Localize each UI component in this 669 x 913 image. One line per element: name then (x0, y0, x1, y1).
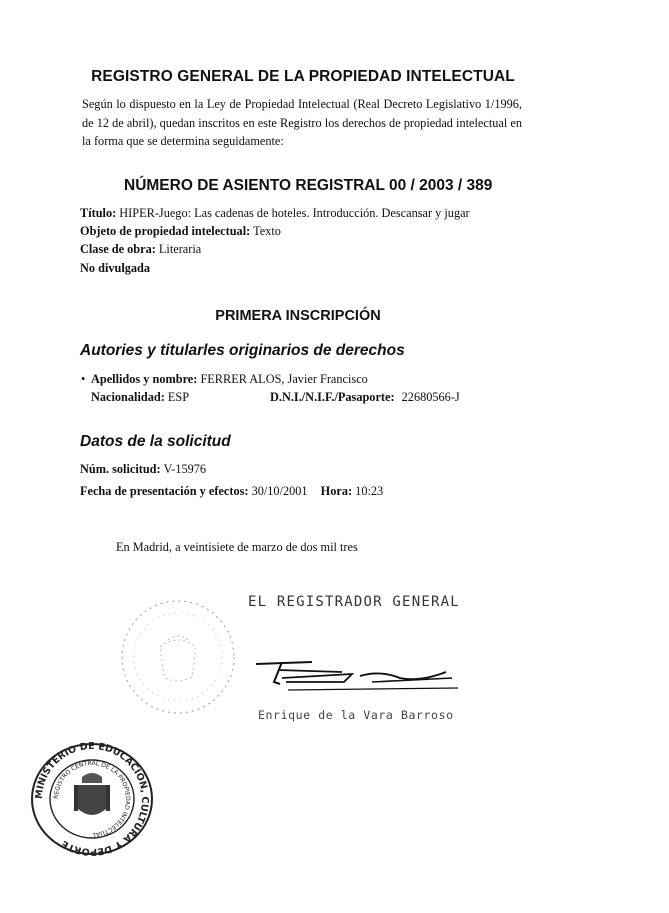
dni-value: 22680566-J (401, 390, 460, 404)
registrador-role: EL REGISTRADOR GENERAL (248, 594, 460, 610)
clase-line (80, 242, 201, 257)
clase-label: Clase de obra: (80, 242, 156, 256)
solicitud-num-line (80, 462, 206, 477)
embossed-seal-icon (112, 592, 244, 722)
clase-value: Literaria (158, 242, 202, 256)
registrador-name: Enrique de la Vara Barroso (258, 708, 454, 722)
seal-inner-text: REGISTRO CENTRAL DE LA PROPIEDAD INTELECTUAL (52, 759, 132, 839)
solicitud-num-label: Núm. solicitud: (80, 462, 161, 476)
handwritten-signature-icon (252, 652, 462, 700)
nacionalidad-value: ESP (167, 390, 190, 404)
autores-section-title: Autories y titularles originarios de derechos (80, 342, 405, 359)
objeto-line (80, 224, 281, 239)
dni-label: D.N.I./N.I.F./Pasaporte: (270, 390, 395, 404)
solicitud-fecha-line (80, 484, 383, 499)
titulo-label: Título: (80, 206, 117, 220)
nacionalidad-label: Nacionalidad: (91, 390, 165, 404)
hora-value: 10:23 (355, 484, 384, 498)
seal-outer-text: MINISTERIO DE EDUCACIÓN, CULTURA Y DEPORTE (33, 741, 151, 857)
objeto-label: Objeto de propiedad intelectual: (80, 224, 251, 238)
titulo-line (80, 206, 470, 221)
titulo-value: HIPER-Juego: Las cadenas de hoteles. Introducción. Descansar y jugar (119, 206, 470, 220)
place-date-line: En Madrid, a veintisiete de marzo de dos mil tres (116, 540, 358, 554)
divulgada-status: No divulgada (80, 261, 151, 275)
fecha-label: Fecha de presentación y efectos: (80, 484, 249, 498)
hora-label: Hora: (320, 484, 353, 498)
primera-inscripcion-title: PRIMERA INSCRIPCIÓN (215, 308, 381, 324)
asiento-number-title: NÚMERO DE ASIENTO REGISTRAL 00 / 2003 / 389 (124, 177, 493, 194)
fecha-value: 30/10/2001 (251, 484, 308, 498)
autor-dni-line (270, 390, 460, 405)
solicitud-section-title: Datos de la solicitud (80, 433, 231, 450)
document-title: REGISTRO GENERAL DE LA PROPIEDAD INTELECTUAL (91, 68, 515, 85)
autor-nombre-line (91, 372, 368, 387)
ministry-stamp-icon (28, 741, 156, 857)
divulgada-line (80, 261, 150, 276)
intro-paragraph: Según lo dispuesto en la Ley de Propiedad Intelectual (Real Decreto Legislativo 1/1996, de 12 de abril), quedan inscritos en este Registro los derechos de propiedad intelectual en la forma que se determina seguidamente: (82, 97, 522, 148)
objeto-value: Texto (253, 224, 281, 238)
autor-nombre-label: Apellidos y nombre: (91, 372, 198, 386)
autor-nacionalidad-line (91, 390, 189, 405)
solicitud-num-value: V-15976 (163, 462, 207, 476)
autor-nombre-value: FERRER ALOS, Javier Francisco (200, 372, 368, 386)
